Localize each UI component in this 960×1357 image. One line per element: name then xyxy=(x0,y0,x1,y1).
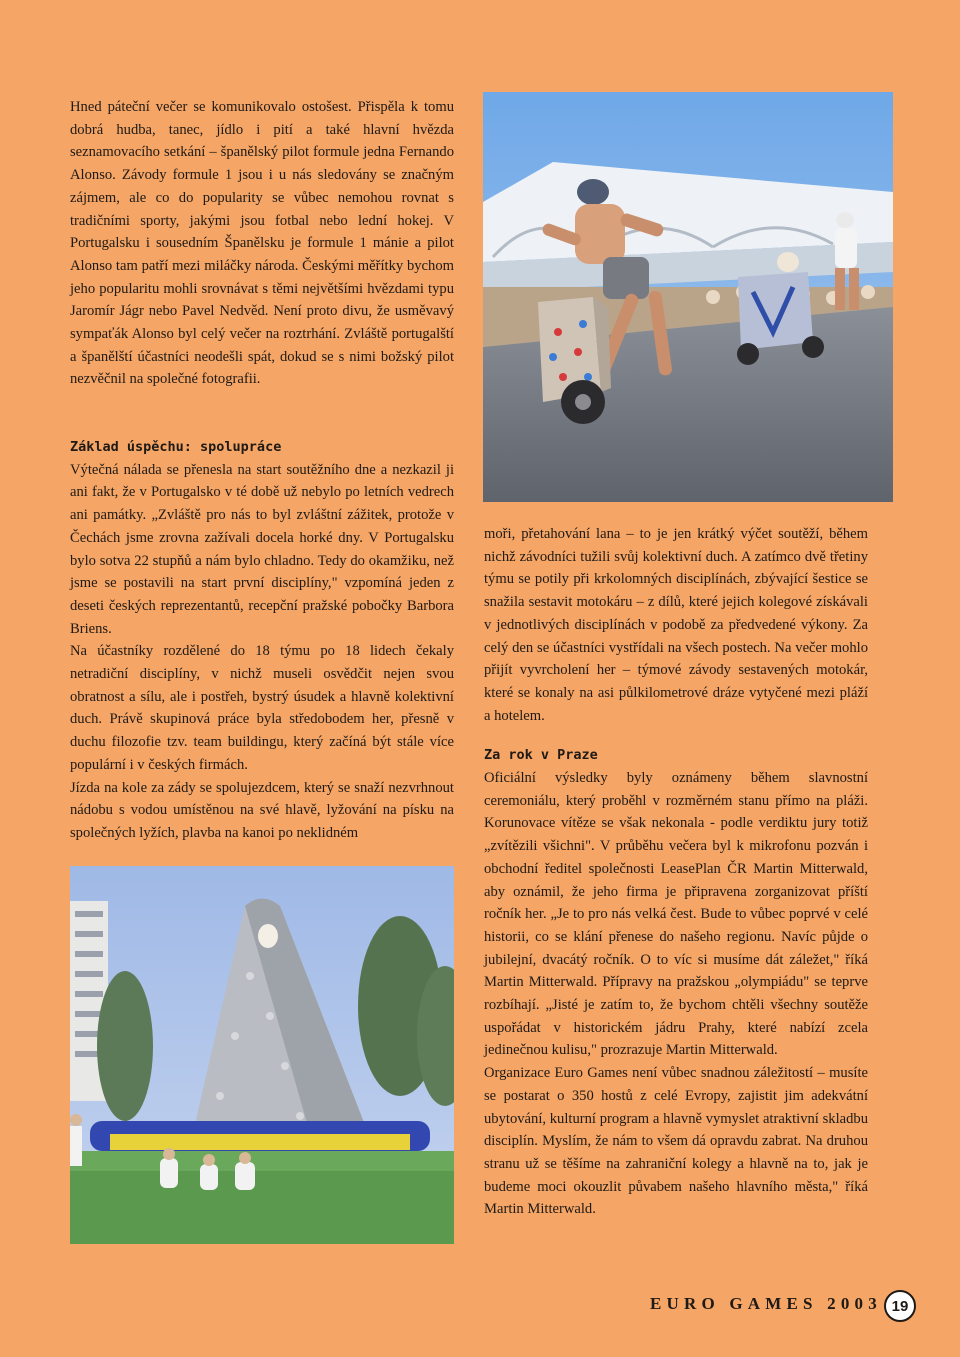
section2-paragraph-2: Organizace Euro Games není vůbec snadnou záležitostí – musíte se postarat o 350 hostů z celé Evropy, zajistit jim adekvátní ubytování, kulturní program a hlavně vymyslet atraktivní skladbu disciplín. Myslím, že nám to všem dá opravdu zabrat. Na druhou stranu už se těšíme na zahraniční kolegy a hlavně na to, jak je budeme moci okouzlit půvabem našeho hlavního města," říká Martin Mitterwald. xyxy=(484,1065,868,1218)
section1-paragraph-3: Jízda na kole za zády se spolujezdcem, který se snaží nezvrhnout nádobu s vodou umístěnou na své hlavě, lyžování na písku na společných lyžích, plavba na kanoi po neklidném xyxy=(70,779,454,841)
section1-paragraph-2: Na účastníky rozdělené do 18 týmu po 18 lidech čekaly netradiční disciplíny, v nichž museli osvědčit nejen svou obratnost a sílu, ale i postřeh, bystrý úsudek a hlavně kolektivní duch. Právě skupinová práce byla středobodem her, přesně v duchu filozofie tzv. team buildingu, který začíná být stále více populární i v českých firmách. xyxy=(70,643,454,773)
page-number: 19 xyxy=(884,1290,916,1322)
section1-paragraph-1: Výtečná nálada se přenesla na start soutěžního dne a nezkazil ji ani fakt, že v Portugalsko v té době už nebylo po letních vedrech ani památky. „Zvláště pro nás to byl zvláštní zážitek, protože v Čechách jsme zrovna zažívali docela horké dny. V Portugalsku bylo sotva 22 stupňů a nám bylo chladno. Tedy do okamžiku, než jsme se postavili na start první disciplíny," vzpomíná jeden z deseti českých reprezentantů, recepční pražské pobočky Barbora Briens. xyxy=(70,461,454,637)
section2-paragraph-1: Oficiální výsledky byly oznámeny během slavnostní ceremoniálu, který proběhl v rozměrném stanu přímo na pláži. Korunovace vítěze se však nekonala - podle verdiktu jury totiž „zvítězili všichni". V průběhu večera byl k mikrofonu pozván i obchodní ředitel společnosti LeasePlan ČR Martin Mitterwald, aby oznámil, že jeho firma je připravena zorganizovat příští ročník her. „Je to pro nás velká čest. Bude to vůbec poprvé v celé historii, co se klání přenese do našeho regionu. Navíc půjde o jubilejní, dvacátý ročník. O to víc si musíme dát záležet," říká Martin Mitterwald. Přípravy na pražskou „olympiádu" se teprve rozbíhají. „Jisté je zatím to, že bychom chtěli všechny soutěže uspořádat v historickém jádru Prahy, které nabízí zcela jedinečnou kulisu," prozrazuje Martin Mitterwald. xyxy=(484,770,868,1059)
section1-left-column xyxy=(70,436,454,845)
photo-go-kart-race xyxy=(483,92,893,502)
magazine-title: EURO GAMES 2003 xyxy=(650,1294,882,1313)
section-heading-prague: Za rok v Praze xyxy=(484,747,598,764)
intro-paragraph: Hned páteční večer se komunikovalo ostošest. Přispěla k tomu dobrá hudba, tanec, jídlo i pití a také hlavní hvězda seznamovacího setkání – španělský pilot formule jedna Fernando Alonso. Závody formule 1 jsou i u nás sledovány se značným zájmem, ale co do popularity se vůbec nemohou rovnat s tradičními sporty, jakými jsou fotbal nebo lední hokej. V Portugalsku i sousedním Španělsku je formule 1 mánie a pilot Alonso tam patří mezi miláčky národa. Českými měřítky bychom jeho popularitu mohli srovnávat s těmi největšími hvězdami typu Jaromír Jágr nebo Pavel Nedvěd. Není proto divu, že usměvavý sympaťák Alonso byl celý večer na roztrhání. Zvláště portugalští a španělští účastníci neodešli spát, dokud se s nimi božský pilot nezvěčnil na společné fotografii. xyxy=(70,99,454,388)
intro-column xyxy=(70,96,454,391)
photo-go-kart-race-image xyxy=(483,92,893,502)
photo-climbing-wall xyxy=(70,866,454,1244)
photo-climbing-wall-image xyxy=(70,866,454,1244)
right-column xyxy=(484,523,868,1221)
section-heading-cooperation: Základ úspěchu: spolupráce xyxy=(70,439,282,455)
section1-paragraph-4: moři, přetahování lana – to je jen krátký výčet soutěží, během nichž závodníci tužili svůj kolektivní duch. A zatímco dvě třetiny týmu se potily při krkolomných disciplínách, zbývající šestice se snažila sestavit motokáru – z dílů, které jejich kolegové získávali v jednotlivých disciplínách v podobě za předvedené výkony. Za celý den se účastníci vystřídali na všech postech. Na večer mohlo přijít vyvrcholení her – týmové závody sestavených motokár, které se konaly na asi půlkilometrové dráze vytyčené mezi pláží a hotelem. xyxy=(484,526,868,724)
